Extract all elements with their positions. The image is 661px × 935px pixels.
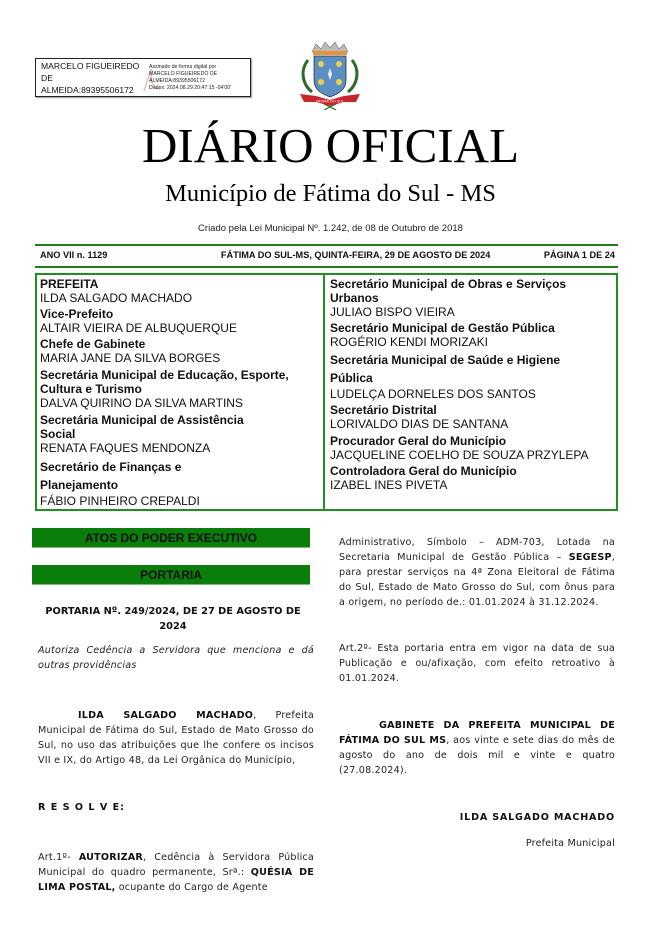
official-role: Procurador Geral do Município	[330, 434, 507, 448]
page-indicator: PÁGINA 1 DE 24	[543, 250, 615, 260]
official-role: Secretário Municipal de Obras e Serviços Urbanos	[330, 277, 567, 305]
official-name: IZABEL INES PIVETA	[330, 478, 448, 492]
art1-text-b: ocupante do Cargo de Agente	[115, 882, 268, 893]
portaria-title: PORTARIA Nº. 249/2024, DE 27 DE AGOSTO DE 2024	[45, 606, 301, 632]
art1-name: QUÉSIA DE LIMA POSTAL,	[38, 867, 314, 893]
signer-name-block: ILDA SALGADO MACHADO	[459, 812, 615, 823]
official-role: Chefe de Gabinete	[40, 337, 146, 351]
official-role: Secretária Municipal de Educação, Esporte, Cultura e Turismo	[40, 368, 289, 396]
bottom-divider	[35, 266, 618, 268]
officials-right-column	[325, 275, 616, 509]
article-2: Art.2º- Esta portaria entra em vigor na data de sua Publicação e ou/afixação, com efeito retroativo à 01.01.2024.	[339, 643, 615, 684]
official-name: LUDELÇA DORNELES DOS SANTOS	[330, 387, 536, 401]
art1-cont-a: Administrativo, Símbolo – ADM-703, Lotada na Secretaria Municipal de Gestão Pública –	[339, 537, 615, 563]
art1-bold: AUTORIZAR	[78, 852, 143, 863]
official-name: ALTAIR VIEIRA DE ALBUQUERQUE	[40, 321, 237, 335]
resolve-label: R E S O L V E:	[38, 802, 125, 813]
digital-signature-stamp[interactable]	[35, 58, 251, 97]
art1-cont-b: , para prestar serviços na 4ª Zona Eleitoral de Fátima do Sul, Estado de Mato Grosso do Sul, com ônus para a origem, no período de.: 01.01.2024 à 31.12.2024.	[339, 552, 615, 608]
sig-line-3: ALMEIDA:89395506172	[149, 77, 205, 84]
municipal-coat-of-arms-icon	[290, 38, 370, 110]
closing-bold: GABINETE DA PREFEITA MUNICIPAL DE FÁTIMA DO SUL MS	[339, 720, 615, 746]
official-role: Secretária Municipal de Saúde e Higiene Pública	[330, 353, 561, 385]
official-name: ROGÉRIO KENDI MORIZAKI	[330, 335, 489, 349]
page-subtitle: Município de Fátima do Sul - MS	[165, 180, 496, 207]
art1-label: Art.1º-	[38, 852, 71, 863]
official-role: PREFEITA	[40, 277, 99, 291]
article-1-continuation	[339, 535, 615, 610]
closing-text: , aos vinte e sete dias do mês de agosto do ano de dois mil e vinte e quatro (27.08.2024).	[339, 735, 615, 776]
article-1	[38, 850, 314, 895]
page-title: DIÁRIO OFICIAL	[142, 118, 519, 173]
art1-text-a: , Cedência à Servidora Pública Municipal do quadro permanente, Srª.:	[38, 852, 314, 878]
official-name: JACQUELINE COELHO DE SOUZA PRZYLEPA	[330, 448, 589, 462]
crest-ribbon-text: FÁTIMA DO SUL	[316, 99, 344, 104]
official-name: ILDA SALGADO MACHADO	[40, 291, 193, 305]
official-role: Secretário Distrital	[330, 403, 437, 417]
edition-number: ANO VII n. 1129	[40, 250, 108, 260]
officials-table	[35, 273, 618, 511]
officials-left-column	[37, 275, 325, 509]
official-role: Vice-Prefeito	[40, 307, 114, 321]
official-name: DALVA QUIRINO DA SILVA MARTINS	[40, 396, 243, 410]
signer-title: Prefeita Municipal	[525, 838, 615, 849]
preamble-text: , Prefeita Municipal de Fátima do Sul, Estado de Mato Grosso do Sul, no uso das atribuições que lhe confere os incisos VII e IX, do Artigo 48, da Lei Orgânica do Município,	[38, 710, 314, 766]
signature-info	[147, 64, 231, 92]
closing-paragraph	[339, 718, 615, 778]
signer-name: MARCELO FIGUEIREDO DE ALMEIDA:89395506172	[41, 60, 140, 95]
official-name: MARIA JANE DA SILVA BORGES	[40, 351, 221, 365]
edition-info-bar	[40, 250, 615, 264]
section-banner-portaria: PORTARIA	[32, 565, 310, 585]
official-role: Controladora Geral do Município	[330, 464, 517, 478]
place-date: FÁTIMA DO SUL-MS, QUINTA-FEIRA, 29 DE AGOSTO DE 2024	[220, 250, 491, 260]
official-role: Secretária Municipal de Assistência Social	[40, 413, 244, 441]
official-name: LORIVALDO DIAS DE SANTANA	[330, 417, 509, 431]
top-divider	[35, 244, 618, 246]
official-role: Secretário Municipal de Gestão Pública	[330, 321, 555, 335]
portaria-preamble	[38, 708, 314, 768]
sig-line-1: Assinado de forma digital por	[149, 63, 217, 70]
portaria-summary: Autoriza Cedência a Servidora que menciona e dá outras providências	[38, 645, 314, 671]
section-banner-executive: ATOS DO PODER EXECUTIVO	[32, 528, 310, 548]
creation-law-note: Criado pela Lei Municipal Nº. 1.242, de 08 de Outubro de 2018	[198, 223, 463, 234]
official-role: Secretário de Finanças e Planejamento	[40, 460, 182, 492]
sig-line-4: Dados: 2024.08.29 20:47:15 -04'00'	[149, 84, 232, 91]
official-name: RENATA FAQUES MENDONZA	[40, 441, 211, 455]
preamble-bold-name: ILDA SALGADO MACHADO	[78, 710, 254, 721]
sig-line-2: MARCELO FIGUEIREDO DE	[149, 70, 218, 77]
official-name: FÁBIO PINHEIRO CREPALDI	[40, 494, 200, 508]
official-name: JULIAO BISPO VIEIRA	[330, 305, 455, 319]
art1-cont-bold: SEGESP	[568, 552, 612, 563]
